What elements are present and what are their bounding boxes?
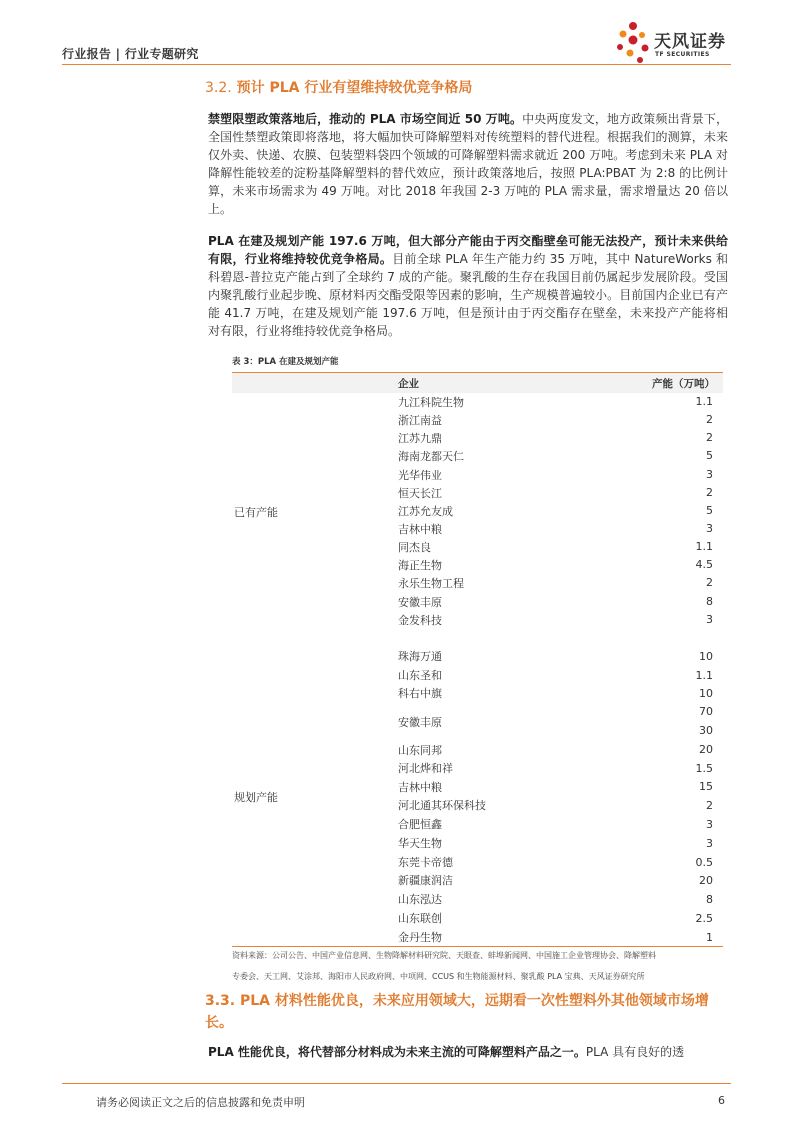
table-cell-company: 合肥恒鑫 bbox=[398, 818, 442, 831]
table-cell-company: 科右中旗 bbox=[398, 687, 442, 700]
table-cell-company: 安徽丰原 bbox=[398, 596, 442, 609]
table-cell-capacity: 15 bbox=[699, 780, 713, 793]
table-cell-company: 金丹生物 bbox=[398, 931, 442, 944]
footer-disclaimer: 请务必阅读正文之后的信息披露和免责申明 bbox=[96, 1096, 305, 1109]
paragraph-body: 中央两度发文，地方政策频出背景下，全国性禁塑政策即将落地，将大幅加快可降解塑料对传统塑料的替代进程。根据我们的测算，未来仅外卖、快递、农膜、包装塑料袋四个领域的可降解塑料需求就近 200 万吨。考虑到未来 PLA 对降解性能较差的淀粉基降解塑料的替代效应，预计政策落地后，按照 PLA:PBAT 为 2:8 的比例计算，未来市场需求为 49 万吨。对比 2018 年我国 2-3 万吨的 PLA 需求量，需求增量达 20 倍以上。 bbox=[208, 112, 729, 216]
table-cell-capacity: 1 bbox=[706, 931, 713, 944]
paragraph-lead: PLA 在建及规划产能 197.6 万吨，但大部分产能由于丙交酯壁垒可能无法投产，预计未来供给有限，行业将维持较优竞争格局。 bbox=[208, 234, 728, 266]
paragraph bbox=[208, 1043, 728, 1061]
table-cell-capacity: 1.1 bbox=[695, 669, 713, 682]
table-cell-capacity: 20 bbox=[699, 874, 713, 887]
paragraph-lead: PLA 性能优良，将代替部分材料成为未来主流的可降解塑料产品之一。 bbox=[208, 1045, 586, 1059]
table-cell-capacity: 8 bbox=[706, 893, 713, 906]
table-cell-capacity: 1.1 bbox=[695, 540, 713, 553]
page-number: 6 bbox=[718, 1094, 725, 1107]
paragraph bbox=[208, 110, 728, 218]
table-cell-capacity: 4.5 bbox=[695, 558, 713, 571]
footer-rule bbox=[62, 1083, 731, 1084]
table-cell-capacity: 2 bbox=[706, 413, 713, 426]
table-cell-company: 河北烨和祥 bbox=[398, 762, 453, 775]
table-cell-company: 东莞卡帝德 bbox=[398, 856, 453, 869]
table-cell-company: 江苏允友成 bbox=[398, 505, 453, 518]
section-heading: PLA 材料性能优良，未来应用领域大，远期看一次性塑料外其他领域市场增长。 bbox=[205, 993, 709, 1031]
table-cell-company: 九江科院生物 bbox=[398, 396, 464, 409]
table-cell-capacity: 3 bbox=[706, 613, 713, 626]
table-cell-capacity: 70 bbox=[699, 705, 713, 718]
table-cell-company: 江苏九鼎 bbox=[398, 432, 442, 445]
logo-mark-icon bbox=[612, 20, 652, 66]
section-number: 3.3. bbox=[205, 993, 236, 1009]
source-line: 专委会、天工网、艾涂邦、海阳市人民政府网、中项网、CCUS 和生物能源材料、聚乳酸 PLA 宝典、天风证券研究所 bbox=[232, 972, 645, 981]
table-source bbox=[232, 945, 727, 987]
section-number: 3.2. bbox=[205, 80, 232, 96]
table-caption: 表 3：PLA 在建及规划产能 bbox=[232, 357, 339, 367]
table-cell-capacity: 8 bbox=[706, 595, 713, 608]
table-cell-company: 金发科技 bbox=[398, 614, 442, 627]
table-cell-capacity: 1.1 bbox=[695, 395, 713, 408]
table-cell-company: 吉林中粮 bbox=[398, 523, 442, 536]
table-cell-company: 新疆康润洁 bbox=[398, 874, 453, 887]
table-header bbox=[232, 373, 723, 393]
column-header-capacity: 产能（万吨） bbox=[652, 378, 715, 390]
table-cell-capacity: 2.5 bbox=[695, 912, 713, 925]
table-cell-company: 珠海万通 bbox=[398, 650, 442, 663]
group-label-existing: 已有产能 bbox=[234, 506, 278, 519]
table-cell-company: 山东联创 bbox=[398, 912, 442, 925]
table-cell-company: 山东泓达 bbox=[398, 893, 442, 906]
table-cell-capacity: 5 bbox=[706, 504, 713, 517]
paragraph-body: PLA 具有良好的透 bbox=[585, 1045, 685, 1059]
table-cell-capacity: 3 bbox=[706, 522, 713, 535]
table-cell-capacity: 2 bbox=[706, 431, 713, 444]
table-cell-capacity: 2 bbox=[706, 799, 713, 812]
table-cell-capacity: 10 bbox=[699, 650, 713, 663]
table-cell-capacity: 20 bbox=[699, 743, 713, 756]
section-heading: 预计 PLA 行业有望维持较优竞争格局 bbox=[236, 80, 473, 96]
table-cell-capacity: 10 bbox=[699, 687, 713, 700]
table-cell-company: 华天生物 bbox=[398, 837, 442, 850]
group-label-planned: 规划产能 bbox=[234, 791, 278, 804]
table-cell-company: 海南龙都天仁 bbox=[398, 450, 464, 463]
logo-name-en: TF SECURITIES bbox=[655, 51, 710, 58]
paragraph-lead: 禁塑限塑政策落地后，推动的 PLA 市场空间近 50 万吨。 bbox=[208, 112, 523, 126]
table-cell-capacity: 1.5 bbox=[695, 762, 713, 775]
table-cell-company: 河北通其环保科技 bbox=[398, 799, 486, 812]
column-header-company: 企业 bbox=[398, 378, 419, 390]
table-cell-capacity: 2 bbox=[706, 486, 713, 499]
table-cell-capacity: 3 bbox=[706, 837, 713, 850]
table-cell-company: 永乐生物工程 bbox=[398, 577, 464, 590]
table-cell-company: 同杰良 bbox=[398, 541, 431, 554]
report-category: 行业报告 | 行业专题研究 bbox=[62, 47, 199, 61]
paragraph bbox=[208, 232, 728, 340]
table-cell-company: 吉林中粮 bbox=[398, 781, 442, 794]
table-cell-capacity: 5 bbox=[706, 449, 713, 462]
table-cell-capacity: 0.5 bbox=[695, 856, 713, 869]
logo-name-cn: 天风证券 bbox=[654, 32, 726, 52]
table-cell-capacity: 3 bbox=[706, 468, 713, 481]
company-logo bbox=[612, 20, 742, 66]
table-cell-capacity: 3 bbox=[706, 818, 713, 831]
header-rule bbox=[62, 64, 731, 65]
table-cell-company: 山东圣和 bbox=[398, 669, 442, 682]
section-title bbox=[205, 990, 730, 1034]
table-cell-company: 恒天长江 bbox=[398, 487, 442, 500]
table-cell-capacity: 2 bbox=[706, 576, 713, 589]
paragraph-body: 目前全球 PLA 年生产能力约 35 万吨，其中 NatureWorks 和科碧恩-普拉克产能占到了全球约 7 成的产能。聚乳酸的生存在我国目前仍属起步发展阶段。受国内聚乳酸行业起步晚、原材料丙交酯受限等因素的影响，生产规模普遍较小。目前国内企业已有产能 41.7 万吨，在建及规划产能 197.6 万吨，但是预计由于丙交酯存在壁垒，未来投产产能将相对有限，行业将维持较优竞争格局。 bbox=[208, 252, 728, 338]
source-line: 资料来源：公司公告、中国产业信息网、生物降解材料研究院、天眼查、蚌埠新闻网、中国施工企业管理协会、降解塑料 bbox=[232, 951, 656, 960]
section-title bbox=[205, 76, 472, 100]
table-cell-company: 浙江南益 bbox=[398, 414, 442, 427]
table-cell-company: 海正生物 bbox=[398, 559, 442, 572]
table-cell-company: 山东同邦 bbox=[398, 744, 442, 757]
table-cell-company: 光华伟业 bbox=[398, 469, 442, 482]
table-cell-company: 安徽丰原 bbox=[398, 716, 442, 729]
table-cell-capacity-2: 30 bbox=[699, 724, 713, 737]
